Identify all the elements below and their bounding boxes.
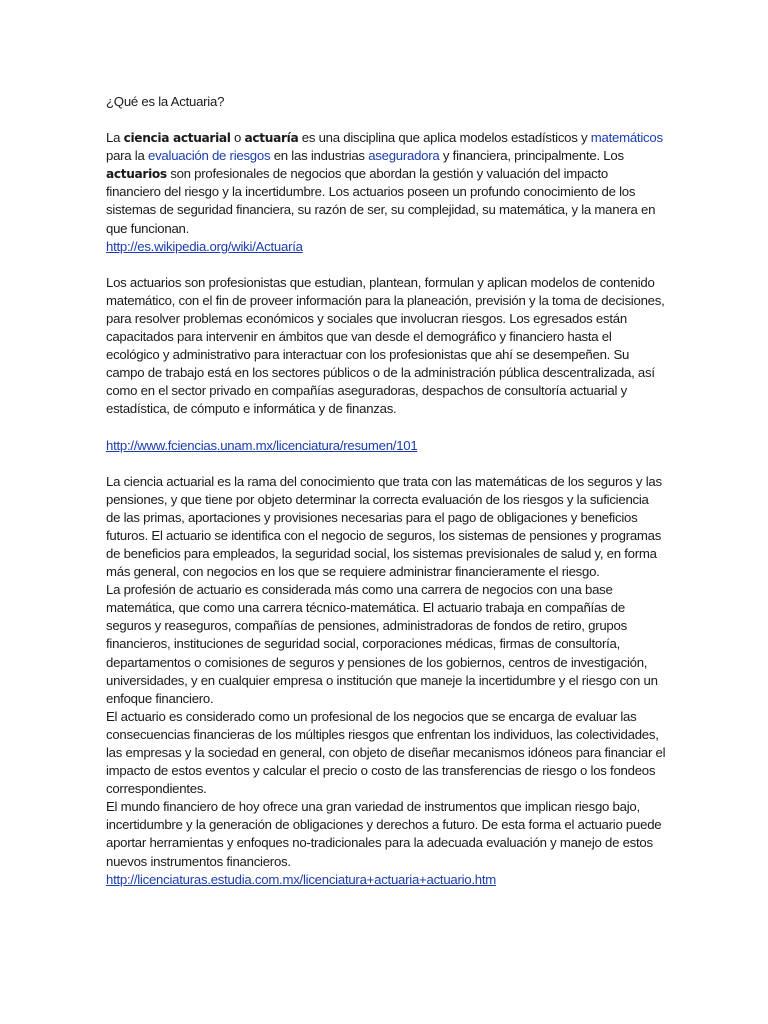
source-link-fciencias[interactable]: http://www.fciencias.unam.mx/licenciatura/resumen/101: [106, 437, 418, 453]
bold-term-actuarios: actuarios: [106, 167, 167, 182]
section1-paragraph: [106, 129, 666, 238]
text-run: en las industrias: [270, 148, 369, 164]
source-link-wikipedia[interactable]: http://es.wikipedia.org/wiki/Actuaría: [106, 238, 303, 254]
spacer: [106, 455, 666, 473]
section3-paragraph-3: El actuario es considerado como un profesional de los negocios que se encarga de evaluar las consecuencias financieras de los múltiples riesgos que enfrentan los individuos, las colectividades, las empresas y la sociedad en general, con objeto de diseñar mecanismos idóneos para financiar el impacto de estos eventos y calcular el precio o costo de las transferencias de riesgo o los fondeos correspondientes.: [106, 708, 666, 797]
text-run: son profesionales de negocios que abordan la gestión y valuación del impacto financiero del riesgo y la incertidumbre. Los actuarios poseen un profundo conocimiento de los sistemas de seguridad financiera, su razón de ser, su complejidad, su matemática, y la manera en que funcionan.: [106, 166, 656, 236]
text-run: o: [230, 130, 245, 146]
bold-term-actuaria: actuaría: [244, 131, 299, 146]
text-run: es una disciplina que aplica modelos estadísticos y: [298, 130, 591, 146]
section2-paragraph: Los actuarios son profesionistas que estudian, plantean, formulan y aplican modelos de contenido matemático, con el fin de proveer información para la planeación, previsión y la toma de decisiones, para resolver problemas económicos y sociales que involucran riesgos. Los egresados están capacitados para intervenir en ámbitos que van desde el demográfico y financiero hasta el ecológico y administrativo para interactuar con los profesionistas que ahí se desempeñen. Su campo de trabajo está en los sectores públicos o de la administración pública descentralizada, así como en el sector privado en compañías aseguradoras, despachos de consultoría actuarial y estadística, de cómputo e informática y de finanzas.: [106, 274, 665, 417]
text-run: para la: [106, 148, 148, 164]
link-matematicos[interactable]: matemáticos: [590, 130, 663, 146]
document-title: ¿Qué es la Actuaria?: [106, 94, 225, 109]
spacer: [106, 419, 666, 437]
document-page: [106, 93, 666, 889]
section3-paragraph-4: El mundo financiero de hoy ofrece una gran variedad de instrumentos que implican riesgo bajo, incertidumbre y la generación de obligaciones y derechos a futuro. De esta forma el actuario puede aportar herramientas y enfoques no-tradicionales para la adecuada evaluación y manejo de estos nuevos instrumentos financieros.: [106, 799, 662, 869]
section3-paragraph-1: La ciencia actuarial es la rama del conocimiento que trata con las matemáticas de los seguros y las pensiones, y que tiene por objeto determinar la correcta evaluación de los riesgos y la suficiencia de las primas, aportaciones y provisiones necesarias para el pago de obligaciones y beneficios futuros. El actuario se identifica con el negocio de seguros, los sistemas de pensiones y programas de beneficios para empleados, la seguridad social, los sistemas previsionales de salud y, en forma más general, con negocios en los que se requiere administrar financieramente el riesgo.: [106, 473, 662, 580]
link-evaluacion-de-riesgos[interactable]: evaluación de riesgos: [148, 148, 271, 164]
bold-term-ciencia-actuarial: ciencia actuarial: [123, 131, 231, 146]
section3-paragraph-2: La profesión de actuario es considerada más como una carrera de negocios con una base matemática, que como una carrera técnico-matemática. El actuario trabaja en compañías de seguros y reaseguros, compañías de pensiones, administradoras de fondos de retiro, grupos financieros, instituciones de seguridad social, corporaciones médicas, firmas de consultoría, departamentos o comisiones de seguros y pensiones de los gobiernos, centros de investigación, universidades, y en cualquier empresa o institución que maneje la incertidumbre y el riesgo con un enfoque financiero.: [106, 582, 658, 706]
source-link-estudia[interactable]: http://licenciaturas.estudia.com.mx/licenciatura+actuaria+actuario.htm: [106, 871, 497, 887]
text-run: La: [106, 130, 124, 146]
link-aseguradora[interactable]: aseguradora: [368, 148, 440, 164]
text-run: y financiera, principalmente. Los: [439, 148, 624, 164]
spacer: [106, 111, 666, 129]
spacer: [106, 256, 666, 274]
